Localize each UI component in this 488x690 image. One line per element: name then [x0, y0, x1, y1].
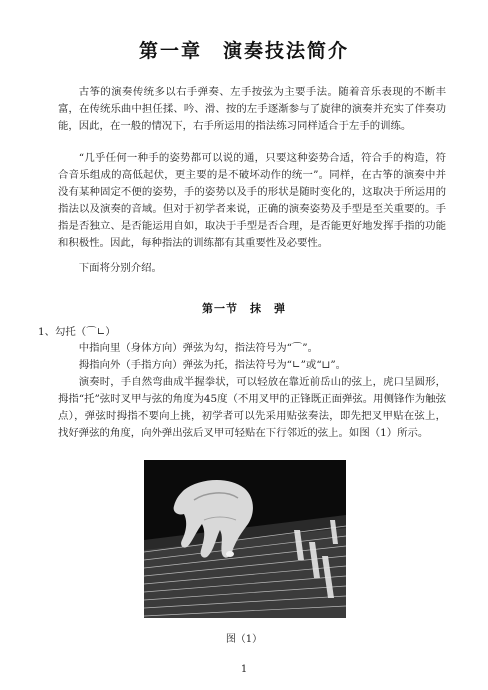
section-title: 第一节 抹 弹	[202, 302, 286, 315]
subsection-paragraph-1: 中指向里（身体方向）弹弦为勾，指法符号为“⌒”。	[78, 342, 319, 354]
intro-paragraph-1: 古筝的演奏传统多以右手弹奏、左手按弦为主要手法。随着音乐表现的不断丰富，在传统乐曲中担任揉、吟、滑、按的左手逐渐参与了旋律的演奏并充实了伴奏功能，因此，在一般的情况下，右手所运用的指法练习同样适合于左手的训练。	[58, 86, 446, 132]
intro-paragraph-3: 下面将分别介绍。	[78, 262, 162, 274]
guzheng-hand-photo	[144, 460, 346, 618]
subsection-paragraph-3: 演奏时，手自然弯曲成半握拳状，可以轻放在靠近前岳山的弦上，虎口呈圆形，拇指“托”弦时叉甲与弦的角度为45度（不用叉甲的正锋既正面弹弦。用侧锋作为触弦点），弹弦时拇指不要向上挑，初学者可以先采用贴弦奏法，即先把叉甲贴在弦上，找好弹弦的角度，向外弹出弦后叉甲可轻贴在下行邻近的弦上。如图（1）所示。	[58, 376, 446, 439]
subsection-paragraph-2: 拇指向外（手指方向）弹弦为托，指法符号为“∟”或“⊔”。	[78, 359, 347, 371]
figure-caption: 图（1）	[225, 634, 263, 645]
subsection-heading: 1、勾托（⌒∟）	[38, 326, 116, 338]
page-number: 1	[240, 664, 248, 675]
intro-paragraph-2: “几乎任何一种手的姿势都可以说的通，只要这种姿势合适，符合手的构造，符合音乐组成的高低起伏，更主要的是不破坏动作的统一”。同样，在古筝的演奏中并没有某种固定不便的姿势，手的姿势以及手的形状是随时变化的，这取决于所运用的指法以及演奏的音域。但对于初学者来说，正确的演奏姿势及手型是至关重要的。手指是否独立、是否能运用自如，取决于手型是否合理，是否能更好地发挥手指的功能和积极性。因此，每种指法的训练都有其重要性及必要性。	[58, 152, 446, 249]
chapter-title: 第一章 演奏技法简介	[138, 40, 349, 62]
